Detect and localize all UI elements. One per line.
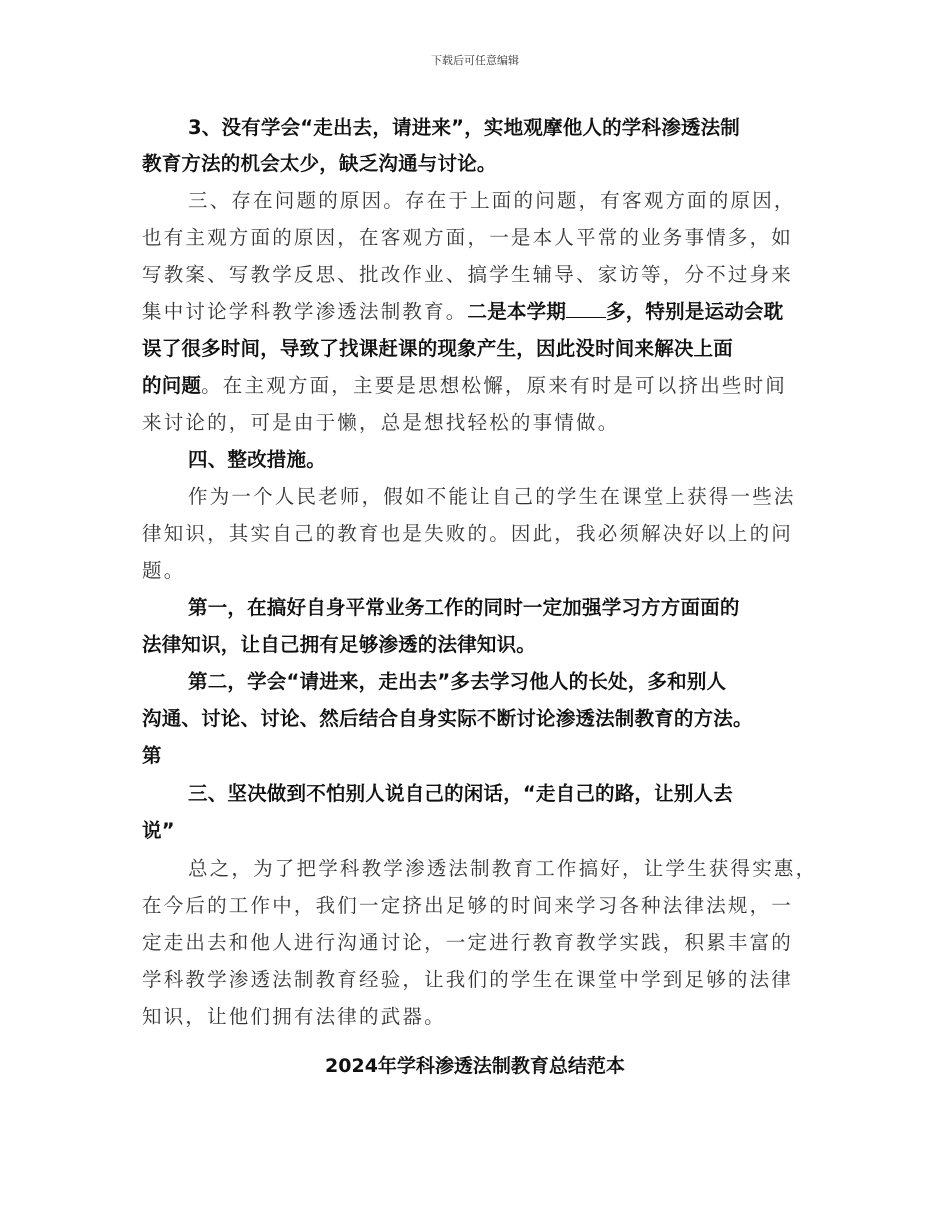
text-span-bold: 二是本学期	[467, 300, 567, 323]
paragraph-line: 沟通、讨论、讨论、然后结合自身实际不断讨论渗透法制教育的方法。	[142, 707, 753, 730]
paragraph-line: 定走出去和他人进行沟通讨论，一定进行教育教学实践，积累丰富的	[142, 931, 794, 954]
page-header: 下载后可任意编辑	[431, 54, 519, 67]
paragraph-line: 总之，为了把学科教学渗透法制教育工作搞好，让学生获得实惠，	[188, 857, 818, 880]
text-span: 。在主观方面，主要是思想松懈，原来有时是可以挤出些时间	[201, 374, 788, 397]
paragraph-line: 来讨论的，可是由于懒，总是想找轻松的事情做。	[142, 411, 620, 434]
paragraph-line: 教育方法的机会太少，缺乏沟通与讨论。	[142, 152, 497, 175]
paragraph-line-mixed	[142, 298, 783, 326]
paragraph-line: 第一，在搞好自身平常业务工作的同时一定加强学习方方面面的	[188, 596, 740, 619]
paragraph-line: 在今后的工作中，我们一定挤出足够的时间来学习各种法律法规，一	[142, 894, 794, 917]
paragraph-line: 三、坚决做到不怕别人说自己的闲话，“走自己的路，让别人去	[188, 782, 733, 805]
section-heading: 四、整改措施。	[188, 448, 326, 471]
paragraph-line: 法律知识，让自己拥有足够渗透的法律知识。	[142, 633, 537, 656]
blank-underline	[566, 299, 606, 318]
text-span-bold: 多，特别是运动会耽	[606, 300, 784, 323]
paragraph-line-mixed	[142, 372, 787, 400]
paragraph-line: 题。	[142, 559, 186, 582]
paragraph-line: 作为一个人民老师，假如不能让自己的学生在课堂上获得一些法	[188, 485, 796, 508]
text-span-bold: 的问题	[142, 374, 202, 397]
paragraph-line: 三、存在问题的原因。存在于上面的问题，有客观方面的原因，	[188, 189, 796, 212]
paragraph-line: 学科教学渗透法制教育经验，让我们的学生在课堂中学到足够的法律	[142, 968, 794, 991]
paragraph-line: 第	[142, 744, 162, 767]
paragraph-line: 知识，让他们拥有法律的武器。	[142, 1005, 446, 1028]
paragraph-line: 写教案、写教学反思、批改作业、搞学生辅导、家访等，分不过身来	[142, 263, 794, 286]
paragraph-line: 第二，学会“请进来，走出去”多去学习他人的长处，多和别人	[188, 670, 727, 693]
paragraph-line: 律知识，其实自己的教育也是失败的。因此，我必须解决好以上的问	[142, 522, 794, 545]
text-span: 集中讨论学科教学渗透法制教育。	[142, 300, 468, 323]
document-title: 2024年学科渗透法制教育总结范本	[325, 1055, 625, 1077]
paragraph-line: 说”	[142, 819, 175, 842]
paragraph-line: 也有主观方面的原因，在客观方面，一是本人平常的业务事情多，如	[142, 226, 794, 249]
paragraph-line: 误了很多时间，导致了找课赶课的现象产生，因此没时间来解决上面	[142, 337, 734, 360]
paragraph-line: 3、没有学会“走出去，请进来”，实地观摩他人的学科渗透法制	[188, 116, 741, 139]
